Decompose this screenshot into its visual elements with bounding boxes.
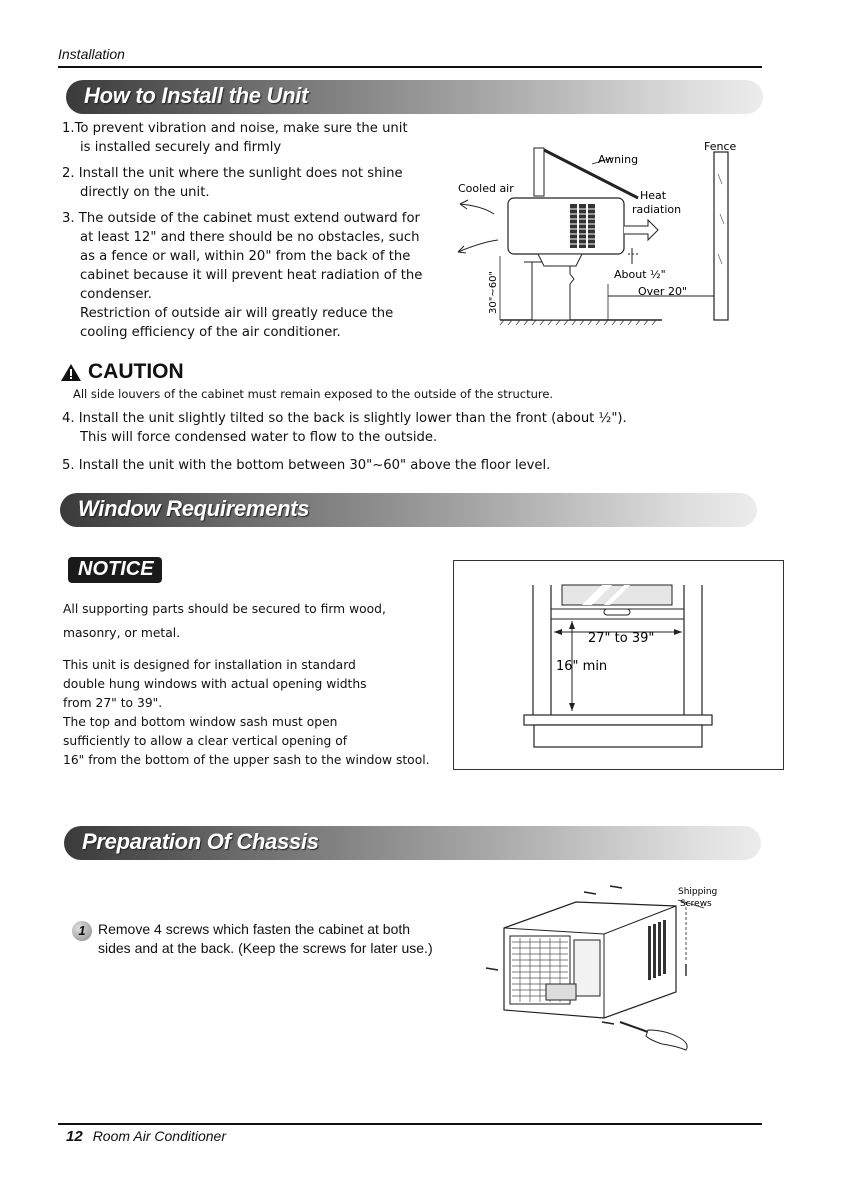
chassis-title: Preparation Of Chassis [82, 829, 319, 854]
footer-rule [58, 1123, 762, 1125]
window-figure-frame [453, 560, 784, 770]
screws-label: Screws [680, 899, 712, 909]
heat-label: Heat [640, 189, 667, 202]
notice-badge: NOTICE [68, 557, 162, 583]
fence-label: Fence [704, 140, 737, 153]
height-label: 30"~60" [488, 270, 499, 314]
install-title: How to Install the Unit [84, 83, 309, 108]
over-label: Over 20" [638, 285, 688, 298]
height-min-label: 16" min [556, 659, 608, 674]
warning-icon [60, 363, 82, 382]
window-diagram [454, 561, 783, 769]
install-banner [66, 80, 763, 114]
install-diagram [452, 134, 752, 330]
section-label: Installation [58, 46, 125, 62]
caution-heading [60, 360, 184, 384]
install-item-5: 5. Install the unit with the bottom between 30"~60" above the floor level. [62, 458, 551, 473]
cooled-air-label: Cooled air [458, 182, 514, 195]
window-banner [60, 493, 757, 527]
chassis-diagram [480, 880, 720, 1055]
install-item-1: 1.To prevent vibration and noise, make sure the unit is installed securely and firmly [62, 121, 408, 155]
step-number: 1 [72, 921, 92, 941]
step-text: Remove 4 screws which fasten the cabinet at both sides and at the back. (Keep the screws for later use.) [98, 921, 433, 956]
footer [66, 1128, 226, 1145]
notice-para2: This unit is designed for installation in standard double hung windows with actual opening widths from 27" to 39". The top and bottom window sash must open sufficiently to allow a clear vertical opening of 16" from the bottom of the upper sash to the window stool. [63, 658, 430, 767]
caution-label: CAUTION [88, 360, 184, 383]
awning-label: Awning [598, 153, 639, 166]
shipping-label: Shipping [678, 887, 718, 897]
chassis-banner [64, 826, 761, 860]
caution-text: All side louvers of the cabinet must remain exposed to the outside of the structure. [73, 387, 554, 401]
width-label: 27" to 39" [588, 631, 655, 646]
radiation-label: radiation [632, 203, 682, 216]
window-title: Window Requirements [78, 496, 310, 521]
install-item-3: 3. The outside of the cabinet must extend outward for at least 12" and there should be no obstacles, such as a fence or wall, within 20" from the back of the cabinet because it will prevent heat radiation of the condenser. Restriction of outside air will greatly reduce the cooling efficiency of the air conditioner. [62, 211, 423, 340]
about-label: About ½" [614, 268, 666, 281]
notice-para1: All supporting parts should be secured to firm wood, masonry, or metal. [63, 602, 386, 640]
page-number: 12 [66, 1128, 83, 1145]
install-item-2: 2. Install the unit where the sunlight does not shine directly on the unit. [62, 166, 403, 200]
header-rule [58, 66, 762, 68]
install-item-4: 4. Install the unit slightly tilted so the back is slightly lower than the front (about ½"). This will force condensed water to flow to the outside. [62, 411, 627, 445]
install-list [62, 119, 432, 342]
footer-title: Room Air Conditioner [92, 1128, 227, 1144]
